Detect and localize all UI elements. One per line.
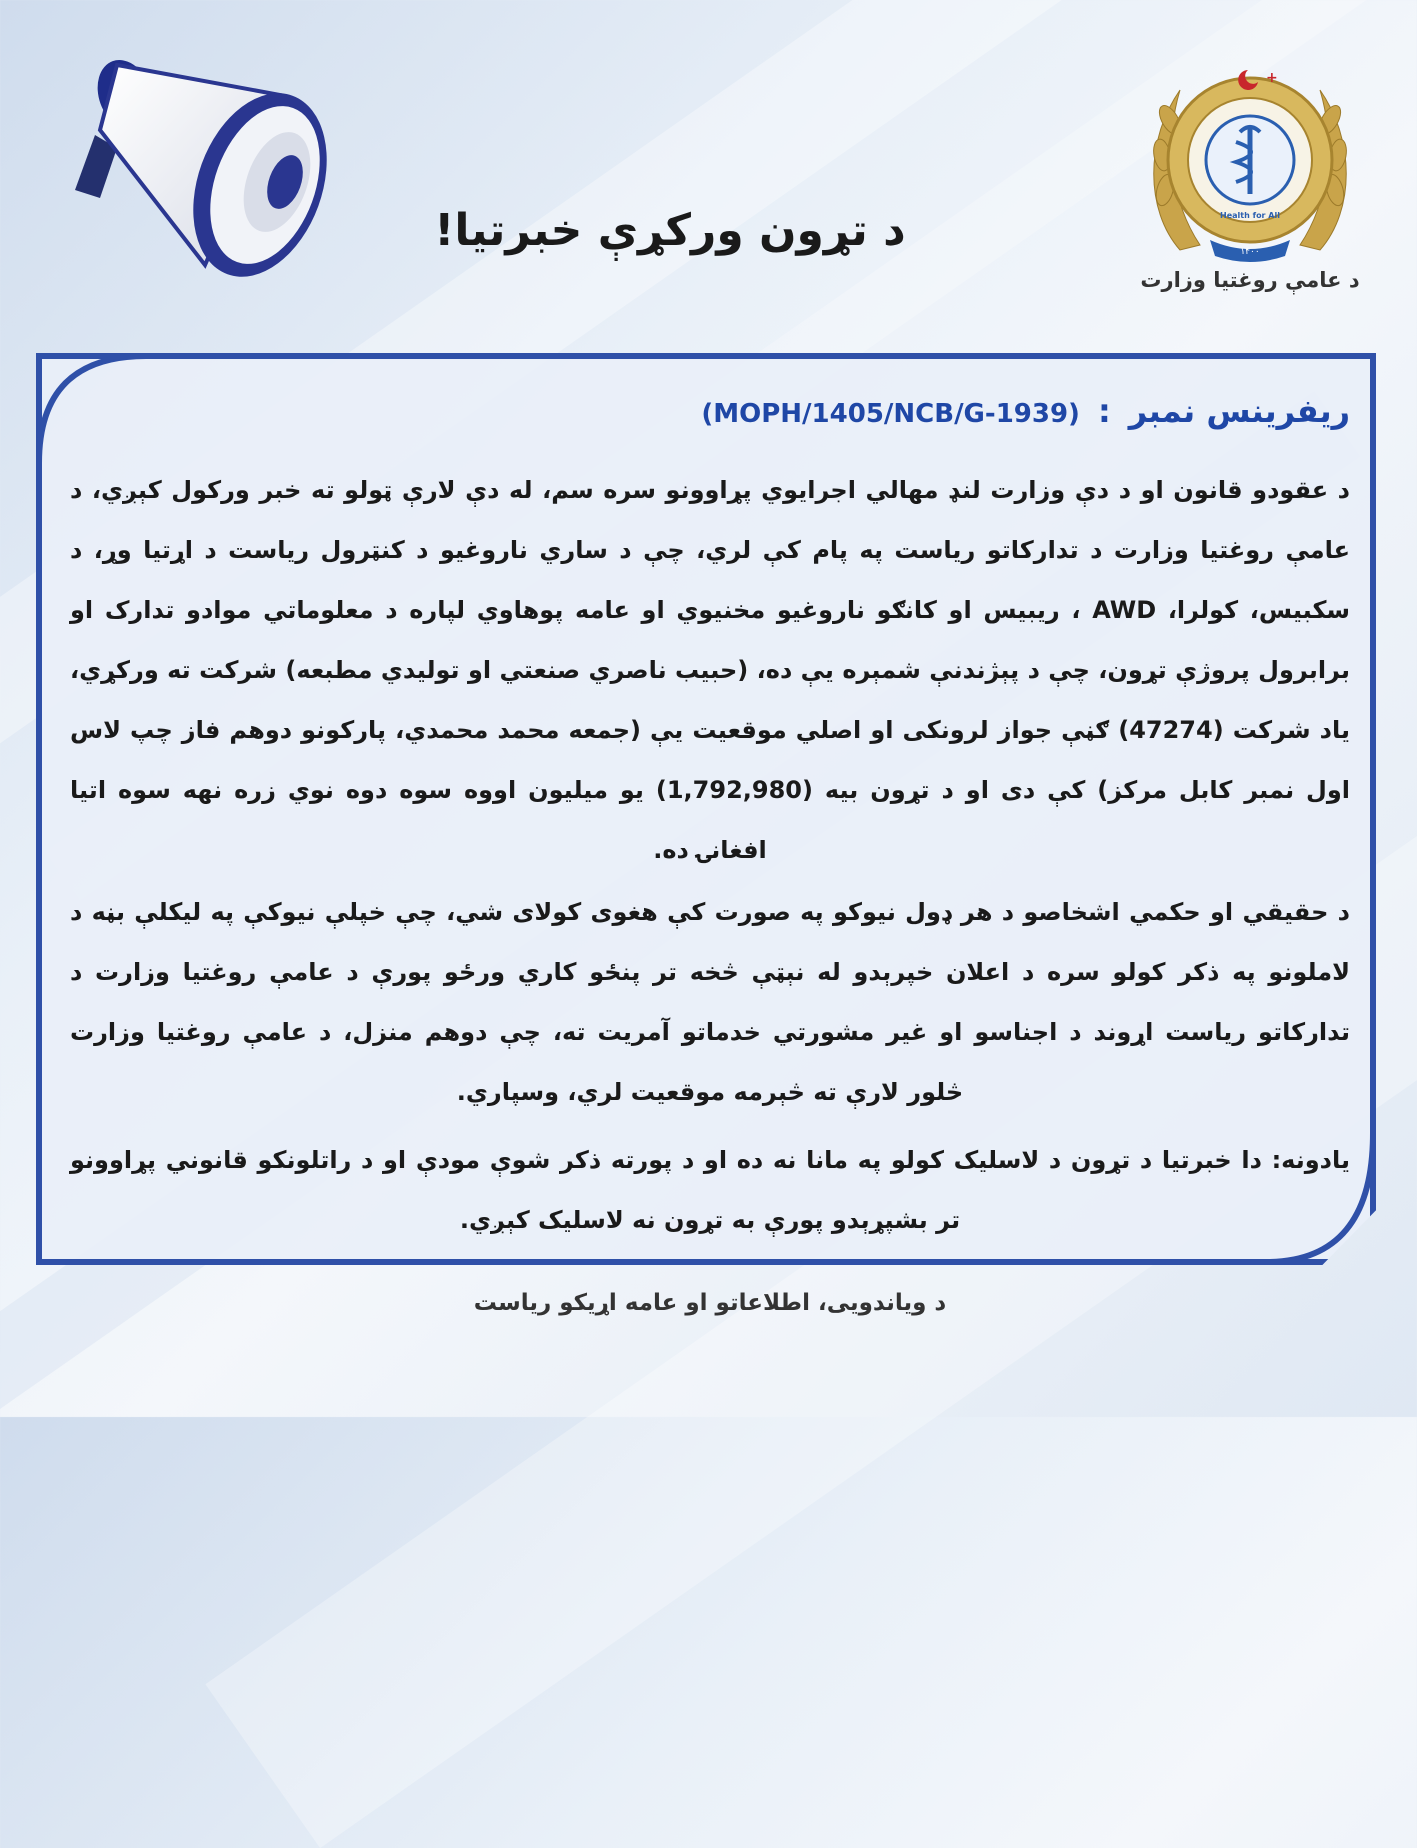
reference-number: (MOPH/1405/NCB/G-1939)	[701, 399, 1080, 429]
svg-text:۱۴۰۰: ۱۴۰۰	[1240, 247, 1260, 257]
megaphone-icon	[55, 40, 345, 290]
page-title: د تړون ورکړې خبرتیا!	[434, 205, 906, 256]
ministry-name: د عامې روغتیا وزارت	[1140, 268, 1360, 292]
reference-label: ریفرینس نمبر	[1128, 392, 1350, 430]
objection-paragraph: د حقيقي او حکمي اشخاصو د هر ډول نيوکو په صورت کې هغوی کولای شي، چې خپلې نيوکې په ليکلې بڼه د لاملونو په ذکر کولو سره د اعلان خپرېدو له نېټې څخه تر پنځو کاري ورځو پورې د عامې روغتيا وزارت د تدارکاتو رياست اړوند د اجناسو او غير مشورتي خدماتو آمريت ته، چې دوهم منزل، د عامې روغتيا وزارت څلور لارې ته څېرمه موقعيت لري، وسپاري.	[70, 898, 1350, 1106]
reference-row	[80, 392, 1350, 440]
footer-department: د ویاندویی، اطلاعاتو او عامه اړیکو ریاست	[473, 1290, 947, 1316]
ministry-seal-logo	[1140, 60, 1360, 265]
svg-text:Health for All: Health for All	[1220, 211, 1280, 220]
note-paragraph: يادونه: دا خبرتيا د تړون د لاسليک کولو په مانا نه ده او د پورته ذکر شوې مودې او د راتلونکو قانوني پړاوونو تر بشپړېدو پورې به تړون نه لاسليک کېږي.	[70, 1146, 1350, 1234]
reference-separator: :	[1097, 392, 1111, 430]
svg-text:+: +	[1266, 70, 1278, 86]
announcement-paragraph: د عقودو قانون او د دې وزارت لنډ مهالي اجرايوي پړاوونو سره سم، له دې لارې ټولو ته خبر ورکول کېږي، د عامې روغتيا وزارت د تدارکاتو رياست په پام کې لري، چې د ساري ناروغيو د کنټرول رياست د اړتيا وړ، د سکبيس، کولرا، AWD ، ريبيس او کانګو ناروغيو مخنيوي او عامه پوهاوي لپاره د معلوماتي موادو تدارک او برابرول پروژې تړون، چې د پېژندنې شمېره يې ده، (حبيب ناصري صنعتي او توليدي مطبعه) شرکت ته ورکړي، ياد شرکت (47274) ګڼې جواز لرونکی او اصلي موقعيت يې (جمعه محمد محمدي، پارکونو دوهم فاز چپ لاس اول نمبر کابل مرکز) کې دی او د تړون بيه (1,792,980) يو ميليون اووه سوه دوه نوي زره نهه سوه اتيا افغانۍ ده.	[70, 476, 1350, 864]
